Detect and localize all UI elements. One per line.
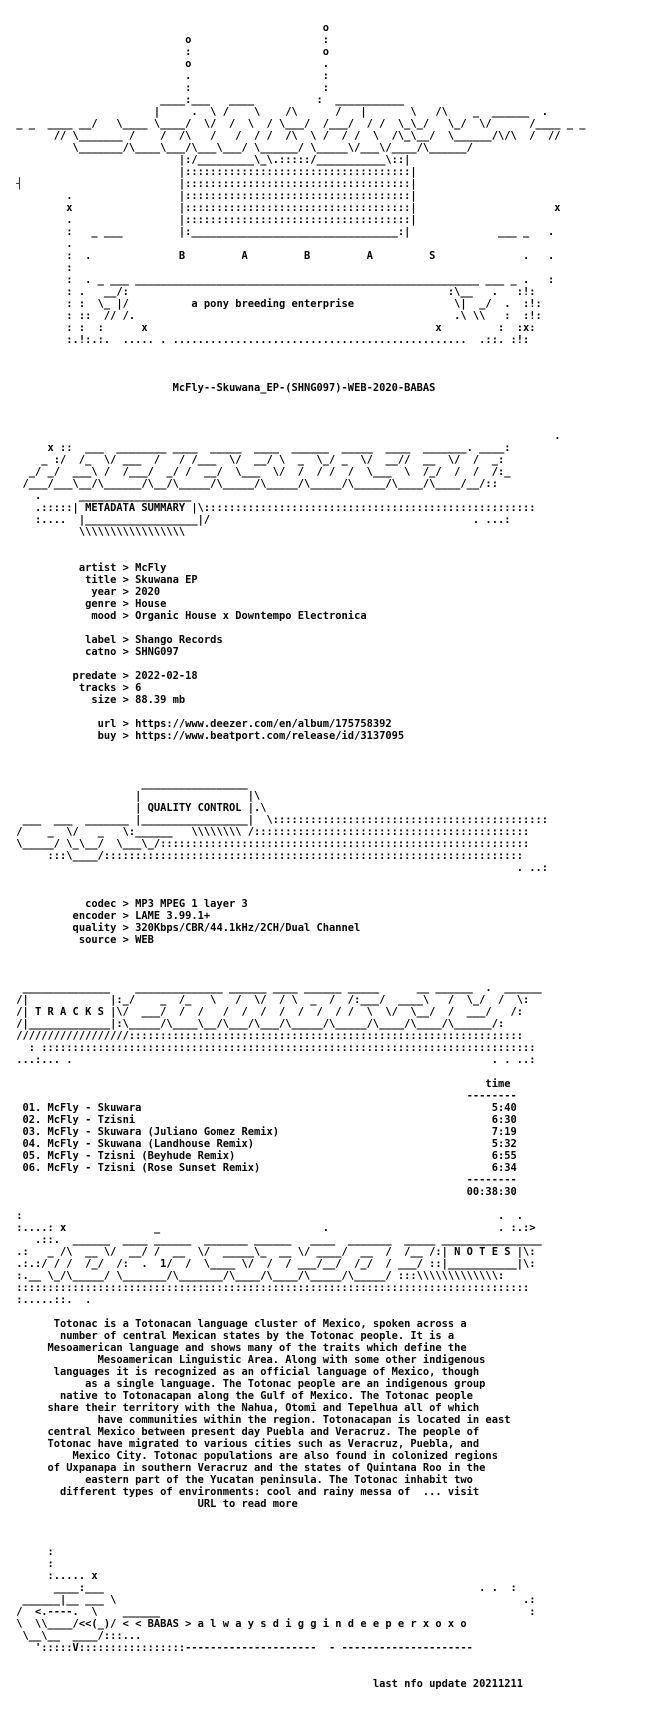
- nfo-line: :.!:.:. ..... . ............................................... .::. :!:: [10, 334, 561, 346]
- nfo-line: Mexico City. Totonac populations are also found in colonized regions: [10, 1450, 498, 1462]
- nfo-line: //////////////////:::::::::::::::::::::::::::::::::::::::::::::::::::::::::::::::: [10, 1030, 536, 1042]
- nfo-line: central Mexico between present day Puebla and Veracruz. The people of: [10, 1426, 480, 1438]
- nfo-line: \\\\\\\\\\\\\\\\\: [10, 526, 511, 538]
- nfo-line: genre > House: [10, 598, 167, 610]
- nfo-line: | |\: [10, 790, 561, 802]
- nfo-line: 02. McFly - Tzisni 6:30: [10, 1114, 517, 1126]
- nfo-line: _________________: [10, 778, 561, 790]
- nfo-line: .:::::| METADATA SUMMARY |\:::::::::::::::::::::::::::::::::::::::::::::::::::::: [10, 502, 542, 514]
- nfo-line: . |::::::::::::::::::::::::::::::::::::|: [10, 190, 592, 202]
- nfo-line: .:.:/ / / /_/ /: . 1/ / \____ \/ / / ___/__/ /_/ / ___/ ::|___________|\:: [10, 1258, 542, 1270]
- nfo-line: [10, 874, 648, 886]
- nfo-line: : : : x x : :x:: [10, 322, 567, 334]
- nfo-line: source > WEB: [10, 934, 154, 946]
- nfo-line: [10, 370, 648, 382]
- nfo-line: 01. McFly - Skuwara 5:40: [10, 1102, 517, 1114]
- nfo-line: ____:___ . . :: [10, 1582, 517, 1594]
- nfo-line: 05. McFly - Tzisni (Beyhude Remix) 6:55: [10, 1150, 517, 1162]
- nfo-line: o :: [10, 34, 592, 46]
- nfo-line: [10, 418, 648, 430]
- nfo-line: year > 2020: [10, 586, 161, 598]
- nfo-line: [10, 394, 648, 406]
- nfo-line: : . __/: :\__ . :!:: [10, 286, 567, 298]
- nfo-line: [10, 358, 648, 370]
- nfo-line: ___ ___ _______ |_________________| \::::::::::::::::::::::::::::::::::::::::::::: [10, 814, 555, 826]
- nfo-line: \_______/\____\___/\___\___/ \______/ \_____\/___\/____/\______/: [10, 142, 505, 154]
- nfo-line: x :: ___ ________ ____ _____ ____ ______ _____ ____ _______. ____:: [10, 442, 548, 454]
- nfo-line: [10, 1306, 648, 1318]
- nfo-line: [10, 1198, 648, 1210]
- nfo-line: [10, 1666, 648, 1678]
- nfo-line: [10, 970, 648, 982]
- nfo-line: . :: [10, 70, 592, 82]
- nfo-line: .: _ /\ __ \/ __/ / __ \/ _____\_ __ \/ ____/ __ / /__ /:| N O T E S |\:: [10, 1246, 542, 1258]
- nfo-line: . ..:: [10, 862, 555, 874]
- nfo-line: :.__ \_/\_____/ \_______/\_______/\____/\____/\_____/\_____/ :::\\\\\\\\\\\\\:: [10, 1270, 517, 1282]
- nfo-line: McFly--Skuwana_EP-(SHNG097)-WEB-2020-BABAS: [10, 382, 436, 394]
- nfo-line: [10, 754, 648, 766]
- nfo-line: .::. ______ ____ ______ _______ ______ ____ _______ _____ ________________: [10, 1234, 548, 1246]
- nfo-line: : :: // /. .\ \\ : :!:: [10, 310, 574, 322]
- nfo-line: ::::::::::::::::::::::::::::::::::::::::::::::::::::::::::::::::::::::::::::::::::: [10, 1282, 536, 1294]
- nfo-line: Mesoamerican language and shows many of the traits which define the: [10, 1342, 467, 1354]
- nfo-line: ____:___ ____ : ___________: [10, 94, 592, 106]
- nfo-line: . __________________: [10, 490, 561, 502]
- nfo-line: :.... |__________________|/ . ...:: [10, 514, 555, 526]
- nfo-line: 03. McFly - Skuwara (Juliano Gomez Remix) 7:19: [10, 1126, 517, 1138]
- nfo-line: ...:... . . . ..:: [10, 1054, 548, 1066]
- nfo-line: |::::::::::::::::::::::::::::::::::::|: [10, 166, 592, 178]
- nfo-line: Totonac have migrated to various cities such as Veracruz, Puebla, and: [10, 1438, 480, 1450]
- nfo-line: [10, 538, 648, 550]
- nfo-line: .: [10, 238, 586, 250]
- nfo-line: predate > 2022-02-18: [10, 670, 198, 682]
- nfo-line: :..... x: [10, 1570, 98, 1582]
- nfo-line: :: [10, 262, 586, 274]
- nfo-line: : . .: [10, 1210, 530, 1222]
- nfo-line: : . _ ___ _______________________________________________________ ___ _ . :: [10, 274, 586, 286]
- nfo-line: |:/_________\_\.:::::/___________\::|: [10, 154, 586, 166]
- nfo-line: size > 88.39 mb: [10, 694, 186, 706]
- nfo-line: [10, 766, 648, 778]
- nfo-line: eastern part of the Yucatan peninsula. The Totonac inhabit two: [10, 1474, 473, 1486]
- nfo-line: [10, 886, 648, 898]
- nfo-line: ┤ |::::::::::::::::::::::::::::::::::::|: [10, 178, 592, 190]
- nfo-line: /| |:_/ _ /_ \ / \/ / \ _ / /:___/ ____\ / \_/ / \:: [10, 994, 555, 1006]
- nfo-line: have communities within the region. Totonacapan is located in east: [10, 1414, 511, 1426]
- nfo-line: number of central Mexican states by the Totonac people. It is a: [10, 1330, 455, 1342]
- nfo-line: /___/___\__/\______/\__/\_____/\_____/\_____/\_____/\_____/\____/\____/__/::: [10, 478, 505, 490]
- nfo-line: catno > SHNG097: [10, 646, 179, 658]
- nfo-line: ______|__ ___ \ .:: [10, 1594, 536, 1606]
- nfo-line: :: [10, 1546, 54, 1558]
- nfo-line: /|_____________|:\_____/\____\__/\___/\___/\_____/\_____/\____/\____/\______/:: [10, 1018, 517, 1030]
- nfo-line: share their territory with the Nahua, Otomi and Tepelhua all of which: [10, 1402, 480, 1414]
- nfo-line: [10, 406, 648, 418]
- nfo-line: mood > Organic House x Downtempo Electronica: [10, 610, 367, 622]
- nfo-line: :.....::. .: [10, 1294, 536, 1306]
- nfo-line: codec > MP3 MPEG 1 layer 3: [10, 898, 248, 910]
- nfo-line: \__\__ ____/:::...: [10, 1630, 517, 1642]
- nfo-line: [10, 10, 648, 22]
- nfo-line: _ _ ____ __/ \____ \____/ \/ / \ / \___/ /___/ / / \_\_/ \_/ \/ /____ _ _: [10, 118, 586, 130]
- nfo-line: [10, 658, 648, 670]
- nfo-line: [10, 622, 648, 634]
- nfo-line: _ :/ /_ \/ ___ / / /___ \/ __/ \ _ \_/ _ \/ __// __ \/ / _:: [10, 454, 542, 466]
- nfo-line: url > https://www.deezer.com/en/album/175758392: [10, 718, 392, 730]
- nfo-line: \_____/ \_\__/ \___\_/:::::::::::::::::::::::::::::::::::::::::::::::::::::::::::: [10, 838, 536, 850]
- nfo-line: // \_______ / / /\ / / / / /\ \ / / / \ /\_\__/ \______/\/\ / //: [10, 130, 574, 142]
- nfo-line: 00:38:30: [10, 1186, 517, 1198]
- nfo-line: . |::::::::::::::::::::::::::::::::::::|: [10, 214, 592, 226]
- nfo-line: : :: [10, 82, 592, 94]
- nfo-line: buy > https://www.beatport.com/release/id/3137095: [10, 730, 405, 742]
- nfo-line: [10, 742, 648, 754]
- nfo-line: [10, 346, 648, 358]
- nfo-line: _/ _/ ___\ / /___/ _/ / __/ \___ \/ / / / / \___ \ /_/ / / /:_: [10, 466, 523, 478]
- nfo-line: o .: [10, 58, 592, 70]
- nfo-line: tracks > 6: [10, 682, 142, 694]
- nfo-line: [10, 550, 648, 562]
- nfo-line: [10, 1534, 648, 1546]
- nfo-line: .: [10, 430, 586, 442]
- nfo-line: x |::::::::::::::::::::::::::::::::::::| x: [10, 202, 592, 214]
- nfo-line: ':::::V:::::::::::::::::--------------------- - ---------------------: [10, 1642, 473, 1654]
- nfo-line: Totonac is a Totonacan language cluster of Mexico, spoken across a: [10, 1318, 467, 1330]
- nfo-line: Mesoamerican Linguistic Area. Along with some other indigenous: [10, 1354, 486, 1366]
- nfo-line: --------: [10, 1174, 517, 1186]
- nfo-line: | QUALITY CONTROL |.\: [10, 802, 561, 814]
- nfo-line: last nfo update 20211211: [10, 1678, 523, 1690]
- nfo-line: :....: x _ . . :.:>: [10, 1222, 542, 1234]
- nfo-line: [10, 1510, 648, 1522]
- nfo-line: /| T R A C K S |\/ ___/ / / / / / / / / / / \ \/ \__/ / ___/ /:: [10, 1006, 548, 1018]
- nfo-line: ______________ ______________ ______ ____ ______ _____ __ ______ . ______: [10, 982, 555, 994]
- nfo-line: quality > 320Kbps/CBR/44.1kHz/2CH/Dual Channel: [10, 922, 361, 934]
- nfo-line: as a single language. The Totonac people are an indigenous group: [10, 1378, 486, 1390]
- nfo-line: [10, 1522, 648, 1534]
- nfo-line: [10, 1066, 648, 1078]
- nfo-line: :: [10, 1558, 54, 1570]
- nfo-line: title > Skuwana EP: [10, 574, 198, 586]
- nfo-line: : : \_ |/ a pony breeding enterprise \| _/ . :!:: [10, 298, 574, 310]
- nfo-line: languages it is recognized as an official language of Mexico, though: [10, 1366, 480, 1378]
- nfo-line: : o: [10, 46, 592, 58]
- nfo-line: encoder > LAME 3.99.1+: [10, 910, 211, 922]
- nfo-line: / _ \/ _ \:______ \\\\\\\\ /::::::::::::::::::::::::::::::::::::::::::::: [10, 826, 536, 838]
- nfo-line: \ \\____/<<(_)/ < < BABAS > a l w a y s d i g g i n d e e p e r x o x o: [10, 1618, 467, 1630]
- nfo-line: : :::::::::::::::::::::::::::::::::::::::::::::::::::::::::::::::::::::::::::::::: [10, 1042, 548, 1054]
- nfo-line: artist > McFly: [10, 562, 167, 574]
- nfo-line: [10, 706, 648, 718]
- nfo-line: URL to read more: [10, 1498, 298, 1510]
- nfo-line: / <.----. \ ______ :: [10, 1606, 536, 1618]
- nfo-line: --------: [10, 1090, 517, 1102]
- nfo-line: 04. McFly - Skuwana (Landhouse Remix) 5:32: [10, 1138, 517, 1150]
- nfo-line: | . \ / \ /\ / | \ /\ _ ______ .: [10, 106, 586, 118]
- nfo-line: [10, 958, 648, 970]
- nfo-line: different types of environments: cool and rainy messa of ... visit: [10, 1486, 480, 1498]
- nfo-line: o: [10, 22, 586, 34]
- nfo-line: time: [10, 1078, 511, 1090]
- nfo-line: of Uxpanapa in southern Veracruz and the states of Quintana Roo in the: [10, 1462, 486, 1474]
- nfo-line: : . B A B A S . .: [10, 250, 586, 262]
- nfo-line: native to Totonacapan along the Gulf of Mexico. The Totonac people: [10, 1390, 473, 1402]
- nfo-line: [10, 946, 648, 958]
- nfo-line: label > Shango Records: [10, 634, 223, 646]
- nfo-line: [10, 1654, 648, 1666]
- nfo-line: 06. McFly - Tzisni (Rose Sunset Remix) 6:34: [10, 1162, 517, 1174]
- nfo-line: :::\____/:::::::::::::::::::::::::::::::::::::::::::::::::::::::::::::::::::: [10, 850, 530, 862]
- nfo-line: : _ ___ |:_________________________________:| ___ _ .: [10, 226, 586, 238]
